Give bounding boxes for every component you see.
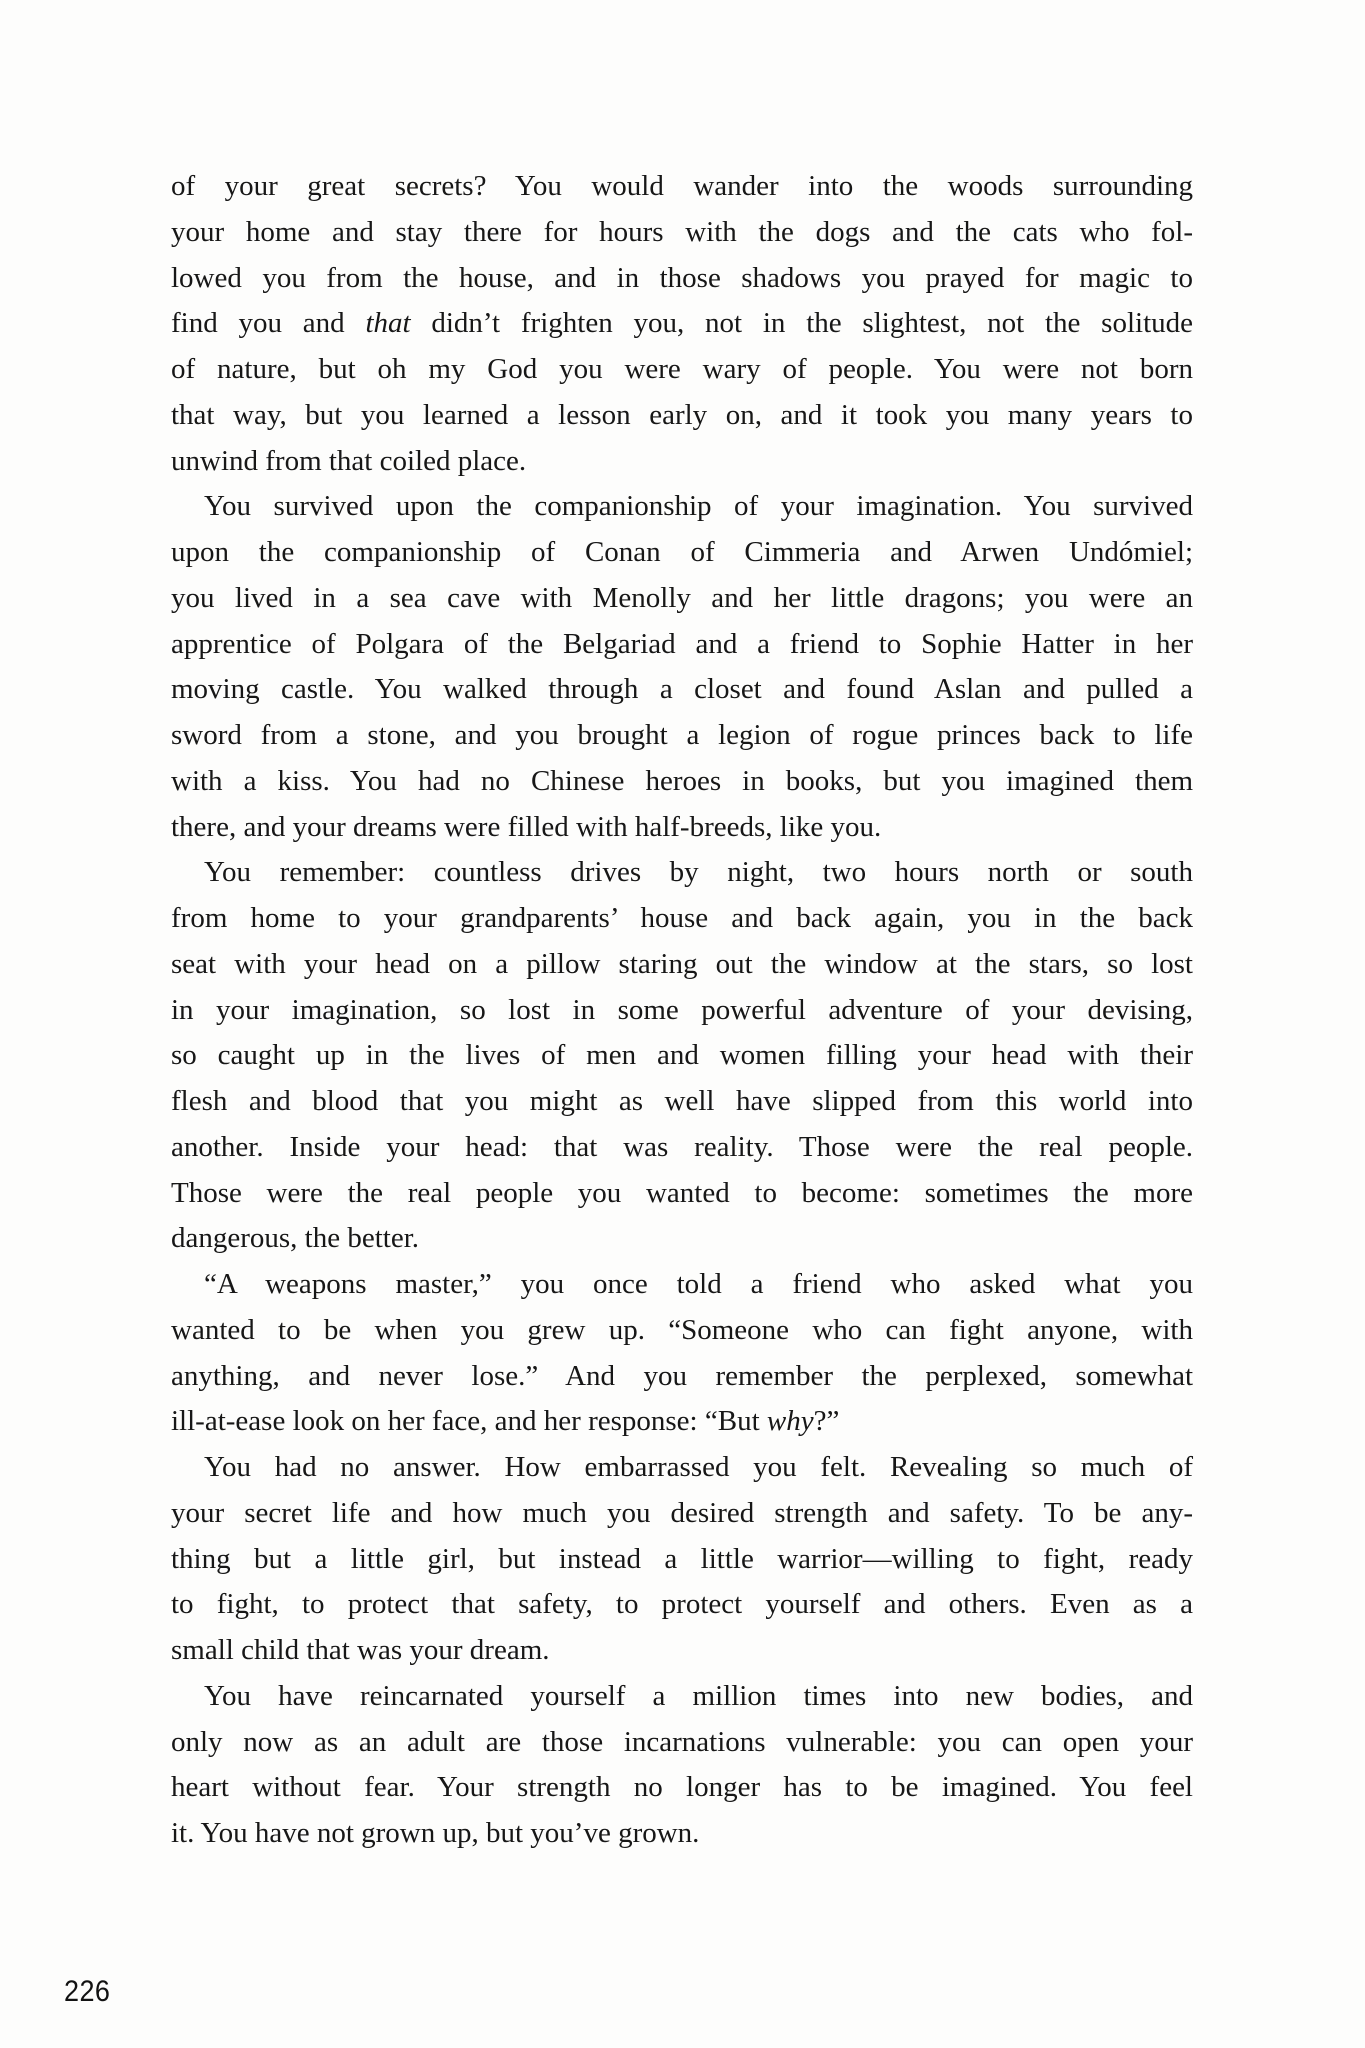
text-line xyxy=(171,1308,1193,1354)
paragraph xyxy=(171,164,1193,484)
text-line xyxy=(171,1720,1193,1766)
text-segment: your secret life and how much you desired strength and safety. To be any- xyxy=(171,1496,1193,1529)
paragraph xyxy=(171,1262,1193,1445)
text-line xyxy=(171,667,1193,713)
text-line xyxy=(171,1033,1193,1079)
text-line xyxy=(171,164,1193,210)
text-line xyxy=(171,1582,1193,1628)
text-segment: lowed you from the house, and in those shadows you prayed for magic to xyxy=(171,261,1193,294)
text-segment: You had no answer. How embarrassed you felt. Revealing so much of xyxy=(204,1451,1193,1483)
text-line xyxy=(171,530,1193,576)
text-line xyxy=(171,1262,1193,1308)
text-segment: You survived upon the companionship of your imagination. You survived xyxy=(204,490,1193,523)
text-segment: in your imagination, so lost in some powerful adventure of your devising, xyxy=(171,993,1193,1026)
text-segment: You remember: countless drives by night, two hours north or south xyxy=(204,856,1193,889)
text-segment: anything, and never lose.” And you remember the perplexed, somewhat xyxy=(171,1359,1193,1392)
text-segment: sword from a stone, and you brought a legion of rogue princes back to life xyxy=(171,719,1193,751)
text-segment: dangerous, the better. xyxy=(171,1222,420,1255)
text-line xyxy=(171,622,1193,668)
text-segment: that way, but you learned a lesson early on, and it took you many years to xyxy=(171,398,1193,431)
text-line xyxy=(171,256,1193,302)
text-segment: only now as an adult are those incarnations vulnerable: you can open your xyxy=(171,1725,1193,1758)
text-segment: Those were the real people you wanted to become: sometimes the more xyxy=(171,1176,1193,1209)
text-segment: small child that was your dream. xyxy=(171,1634,550,1666)
text-segment: you lived in a sea cave with Menolly and her little dragons; you were an xyxy=(171,581,1193,614)
text-line xyxy=(171,1674,1193,1720)
text-line xyxy=(171,1354,1193,1400)
text-line xyxy=(171,896,1193,942)
text-line xyxy=(171,439,1193,485)
text-segment: flesh and blood that you might as well have slipped from this world into xyxy=(171,1085,1193,1117)
text-line xyxy=(171,393,1193,439)
text-line xyxy=(171,713,1193,759)
text-line xyxy=(171,1445,1193,1491)
paragraph xyxy=(171,1445,1193,1674)
text-segment: “A weapons master,” you once told a friend who asked what you xyxy=(204,1268,1193,1300)
text-line xyxy=(171,1399,1193,1445)
page-text xyxy=(171,164,1193,1857)
text-line xyxy=(171,1628,1193,1674)
text-segment: find you and xyxy=(171,307,366,340)
text-line xyxy=(171,484,1193,530)
text-segment: ?” xyxy=(813,1405,840,1438)
text-segment: thing but a little girl, but instead a little warrior—willing to fight, ready xyxy=(171,1542,1193,1575)
text-segment: heart without fear. Your strength no longer has to be imagined. You feel xyxy=(171,1771,1193,1804)
text-segment: another. Inside your head: that was reality. Those were the real people. xyxy=(171,1130,1193,1163)
text-segment: of nature, but oh my God you were wary of people. You were not born xyxy=(171,353,1193,385)
text-line xyxy=(171,988,1193,1034)
text-line xyxy=(171,1171,1193,1217)
text-line xyxy=(171,301,1193,347)
text-segment: ill-at-ease look on her face, and her response: “But xyxy=(171,1405,767,1438)
text-line xyxy=(171,850,1193,896)
text-segment: it. You have not grown up, but you’ve grown. xyxy=(171,1817,700,1849)
text-line xyxy=(171,1079,1193,1125)
text-segment: didn’t frighten you, not in the slightest, not the solitude xyxy=(410,307,1194,340)
text-segment: your home and stay there for hours with the dogs and the cats who fol- xyxy=(171,215,1193,248)
text-line xyxy=(171,576,1193,622)
text-segment: apprentice of Polgara of the Belgariad and a friend to Sophie Hatter in her xyxy=(171,627,1193,660)
text-line xyxy=(171,805,1193,851)
text-segment: moving castle. You walked through a closet and found Aslan and pulled a xyxy=(171,673,1193,706)
text-line xyxy=(171,942,1193,988)
text-segment: to fight, to protect that safety, to protect yourself and others. Even as a xyxy=(171,1588,1193,1621)
text-line xyxy=(171,347,1193,393)
text-segment: seat with your head on a pillow staring out the window at the stars, so lost xyxy=(171,947,1193,980)
text-segment: unwind from that coiled place. xyxy=(171,444,527,477)
text-line xyxy=(171,210,1193,256)
text-line xyxy=(171,759,1193,805)
text-segment: You have reincarnated yourself a million times into new bodies, and xyxy=(204,1679,1193,1712)
text-line xyxy=(171,1125,1193,1171)
paragraph xyxy=(171,484,1193,850)
text-segment: with a kiss. You had no Chinese heroes in books, but you imagined them xyxy=(171,764,1193,797)
italic-text: why xyxy=(766,1405,814,1438)
text-line xyxy=(171,1491,1193,1537)
text-line xyxy=(171,1216,1193,1262)
text-segment: so caught up in the lives of men and women filling your head with their xyxy=(171,1039,1193,1072)
page-number: 226 xyxy=(64,1975,111,2008)
text-line xyxy=(171,1811,1193,1857)
text-segment: wanted to be when you grew up. “Someone who can fight anyone, with xyxy=(171,1313,1193,1346)
text-segment: from home to your grandparents’ house and back again, you in the back xyxy=(171,902,1193,934)
paragraph xyxy=(171,1674,1193,1857)
text-line xyxy=(171,1765,1193,1811)
italic-text: that xyxy=(365,307,411,340)
text-segment: upon the companionship of Conan of Cimmeria and Arwen Undómiel; xyxy=(171,536,1193,568)
text-line xyxy=(171,1537,1193,1583)
paragraph xyxy=(171,850,1193,1262)
text-segment: there, and your dreams were filled with half-breeds, like you. xyxy=(171,810,882,843)
text-segment: of your great secrets? You would wander into the woods surrounding xyxy=(171,170,1193,202)
